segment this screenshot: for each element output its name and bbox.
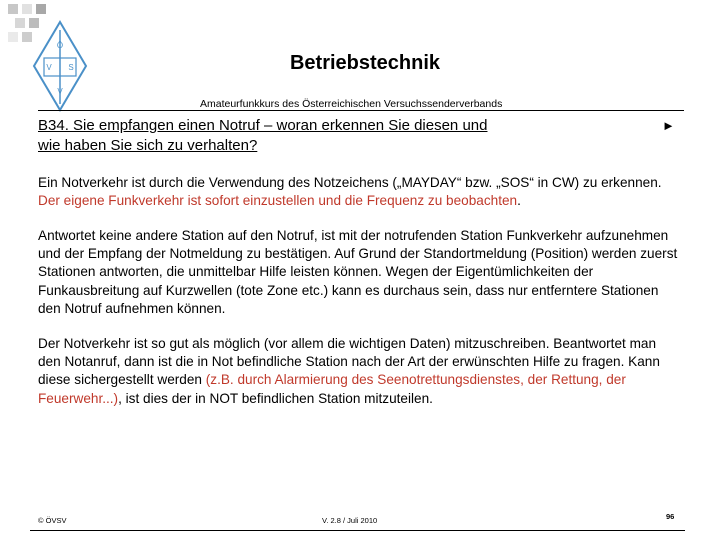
corner-square (36, 4, 46, 14)
question-line-2: wie haben Sie sich zu verhalten? (38, 137, 258, 154)
paragraph-1-highlight: Der eigene Funkverkehr ist sofort einzustellen und die Frequenz zu beobachten (38, 193, 518, 209)
logo-letter: S (68, 63, 74, 72)
corner-square (15, 18, 25, 28)
corner-square (8, 32, 18, 42)
footer-version: V. 2.8 / Juli 2010 (322, 516, 378, 525)
corner-square (8, 4, 18, 14)
page-subtitle: Amateurfunkkurs des Österreichischen Versuchssenderverbands (200, 98, 503, 110)
header-divider (38, 110, 684, 111)
footer-divider (30, 530, 685, 531)
corner-square (22, 4, 32, 14)
paragraph-3-end: , ist dies der in NOT befindlichen Station mitzuteilen. (118, 390, 433, 406)
next-arrow-icon[interactable]: ► (662, 118, 675, 133)
logo-letter: V (46, 63, 52, 72)
paragraph-3 (38, 335, 678, 408)
paragraph-3-highlight: (z.B. durch Alarmierung des Seenotrettungsdienstes, der Rettung, der Feuerwehr...) (38, 372, 626, 406)
footer-copyright: © ÖVSV (38, 516, 67, 525)
paragraph-2: Antwortet keine andere Station auf den Notruf, ist mit der notrufenden Station Funkverkehr aufzunehmen und der Empfang der Notmeldung zu bestätigen. Auf Grund der Standortmeldung (Position) werden zuerst Stationen antworten, die unmittelbar Hilfe leisten können. Wegen der Eigentümlichkeiten der Funkausbreitung auf Kurzwellen (tote Zone etc.) kann es durchaus sein, dass nur entferntere Stationen den Notruf aufnehmen können. (38, 228, 678, 316)
question-heading (38, 116, 598, 156)
paragraph-1-end: . (517, 193, 521, 209)
paragraph-1 (38, 174, 678, 210)
logo-letter: Ö (56, 41, 64, 50)
logo-letter: V (57, 87, 63, 96)
question-line-1: B34. Sie empfangen einen Notruf – woran erkennen Sie diesen und (38, 117, 488, 134)
paragraph-3-text: Der Notverkehr ist so gut als möglich (vor allem die wichtigen Daten) mitzuschreiben. Beantwortet man den Notanruf, dann ist die in Not befindliche Station nach der Art der erwünschten Hilfe zu fragen. Kann diese sichergestellt werden (38, 336, 660, 388)
paragraph-1-text: Ein Notverkehr ist durch die Verwendung des Notzeichens („MAYDAY“ bzw. „SOS“ in CW) zu erkennen. (38, 175, 662, 190)
page-number: 96 (666, 512, 675, 521)
page-title: Betriebstechnik (289, 52, 441, 74)
